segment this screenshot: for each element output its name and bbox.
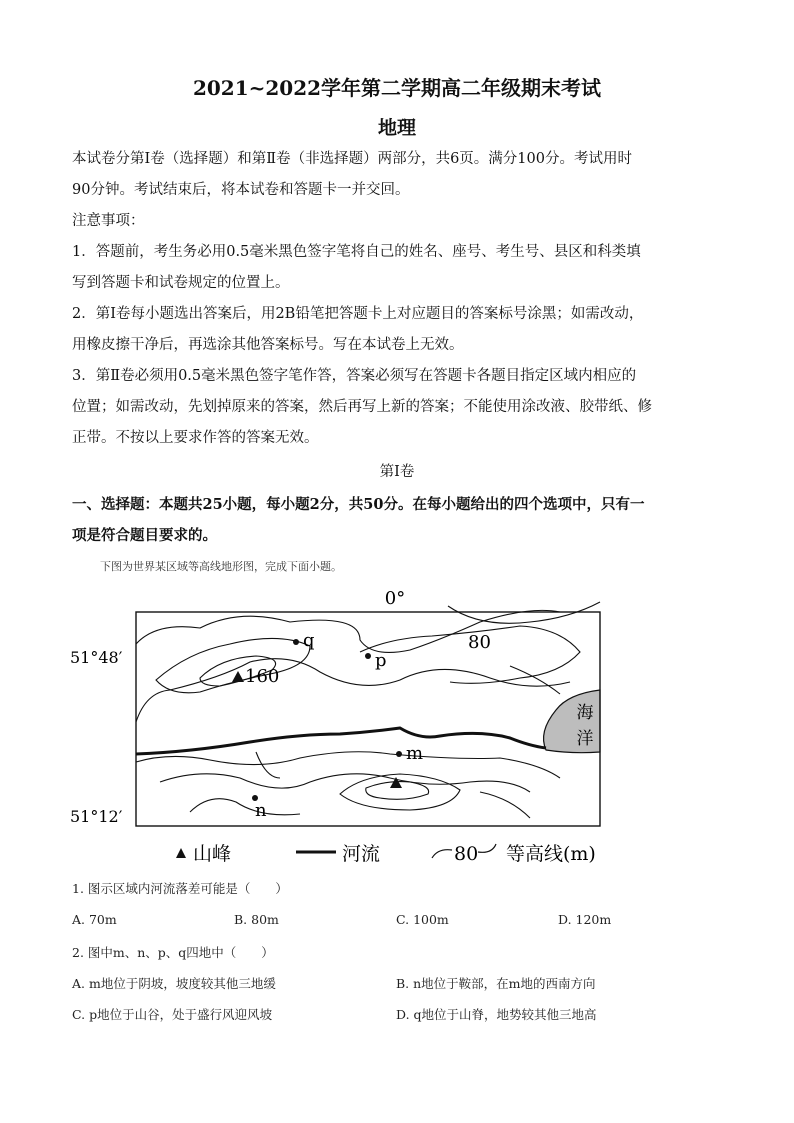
- legend-peak-label: 山峰: [193, 843, 232, 865]
- instruction-item1-line1: 1．答题前，考生务必用0.5毫米黑色签字笔将自己的姓名、座号、考生号、县区和科类填: [72, 244, 641, 260]
- q1-option-d[interactable]: D. 120m: [558, 912, 612, 927]
- instruction-item1-line2: 写到答题卡和试卷规定的位置上。: [72, 275, 290, 291]
- legend-contour-left: [432, 850, 452, 858]
- legend-peak-icon: [176, 848, 186, 858]
- q2-option-a[interactable]: A. m地位于阴坡，坡度较其他三地缓: [72, 976, 276, 991]
- figure-intro: 下图为世界某区域等高线地形图，完成下面小题。: [100, 560, 342, 573]
- peak-icon: [232, 671, 244, 682]
- notice-heading: 注意事项：: [72, 213, 145, 229]
- legend-contour-label: 等高线(m): [506, 843, 596, 865]
- lat-top-label: 51°48′: [70, 648, 123, 667]
- sea-label-1: 海: [576, 703, 594, 723]
- sea-label-2: 洋: [576, 729, 594, 749]
- instruction-item2-line1: 2．第Ⅰ卷每小题选出答案后，用2B铅笔把答题卡上对应题目的答案标号涂黑；如需改动，: [72, 306, 644, 322]
- q1-option-b[interactable]: B. 80m: [234, 912, 279, 927]
- point-m-label: m: [406, 743, 424, 764]
- question-2-stem: 2. 图中m、n、p、q四地中（ ）: [72, 945, 274, 960]
- legend-contour-value: 80: [454, 843, 479, 865]
- question-1-stem: 1. 图示区域内河流落差可能是（ ）: [72, 881, 288, 896]
- instruction-item3-line2: 位置；如需改动，先划掉原来的答案，然后再写上新的答案；不能使用涂改液、胶带纸、修: [72, 399, 652, 415]
- q1-option-c[interactable]: C. 100m: [396, 912, 449, 927]
- point-n-label: n: [255, 800, 267, 821]
- point-p-label: p: [375, 650, 387, 671]
- instruction-item2-line2: 用橡皮擦干净后，再选涂其他答案标号。写在本试卷上无效。: [72, 337, 464, 353]
- instruction-item3-line1: 3．第Ⅱ卷必须用0.5毫米黑色签字笔作答，答案必须写在答题卡各题目指定区域内相应的: [72, 368, 637, 384]
- q2-option-b[interactable]: B. n地位于鞍部，在m地的西南方向: [396, 976, 596, 991]
- point-p-dot: [365, 653, 371, 659]
- q2-option-d[interactable]: D. q地位于山脊，地势较其他三地高: [396, 1007, 597, 1022]
- q1-option-a[interactable]: A. 70m: [72, 912, 117, 927]
- instructions: [72, 144, 727, 454]
- instruction-para1-line1: 本试卷分第Ⅰ卷（选择题）和第Ⅱ卷（非选择题）两部分，共6页。满分100分。考试用时: [72, 151, 632, 167]
- contour-80-label: 80: [468, 632, 491, 653]
- volume-heading: 第Ⅰ卷: [379, 464, 415, 480]
- lat-bottom-label: 51°12′: [70, 807, 123, 826]
- q2-option-c[interactable]: C. p地位于山谷，处于盛行风迎风坡: [72, 1007, 273, 1022]
- subject-title: 地理: [377, 117, 416, 139]
- part-heading: [72, 489, 727, 551]
- part-heading-line1: 一、选择题：本题共25小题，每小题2分，共50分。在每小题给出的四个选项中，只有一: [72, 496, 645, 513]
- meridian-label: 0°: [384, 588, 406, 609]
- point-m-dot: [396, 751, 402, 757]
- exam-title: 2021~2022学年第二学期高二年级期末考试: [192, 76, 602, 100]
- instruction-item3-line3: 正带。不按以上要求作答的答案无效。: [72, 430, 319, 446]
- point-q-label: q: [303, 630, 315, 651]
- legend-river-label: 河流: [342, 843, 381, 865]
- river: [136, 728, 546, 754]
- part-heading-line2: 项是符合题目要求的。: [72, 527, 217, 544]
- contour-lines: [136, 602, 600, 818]
- point-q-dot: [293, 639, 299, 645]
- legend-contour-right: [478, 844, 496, 852]
- contour-map: [60, 582, 620, 872]
- instruction-para1-line2: 90分钟。考试结束后，将本试卷和答题卡一并交回。: [72, 182, 410, 198]
- peak-160-label: 160: [245, 666, 280, 687]
